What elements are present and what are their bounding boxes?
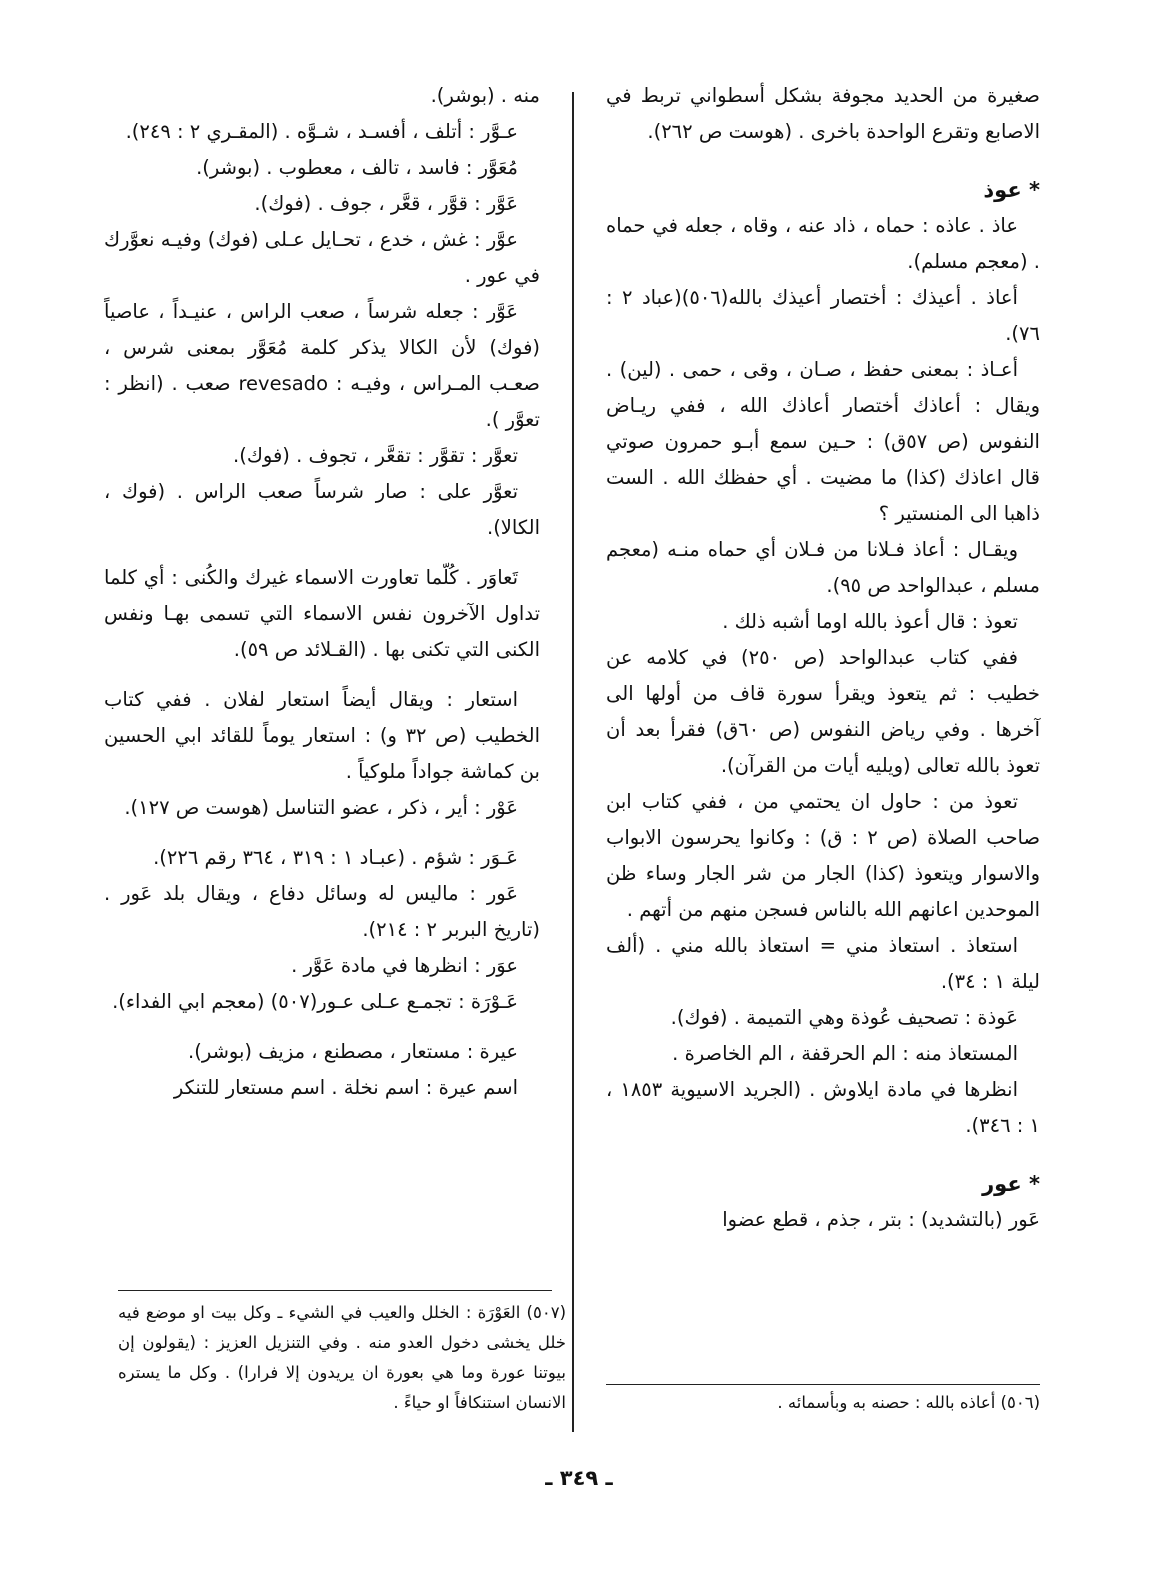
entry-paragraph: ففي كتاب عبدالواحد (ص ٢٥٠) في كلامه عن خطيب : ثم يتعوذ ويقرأ سورة قاف من أولها الى آخرها . وفي رياض النفوس (ص ٦٠ق) فقرأ بعد أن تعوذ بالله تعالى (ويليه أيات من القرآن). (606, 646, 1040, 777)
entry-paragraph: عَـوْرَة : تجمـع عـلى عـور(٥٠٧) (معجم ابي الفداء). (112, 990, 518, 1013)
entry-paragraph: تَعاوَر . كُلّما تعاورت الاسماء غيرك والكُنى : أي كلما تداول الآخرون نفس الاسماء التي تسمى بهـا ونفس الكنى التي تكنى بها . (القـلائد ص ٥٩). (104, 566, 540, 661)
footnote-rule-right (606, 1384, 1040, 1385)
spacer (606, 1144, 1040, 1166)
entry-paragraph: صغيرة من الحديد مجوفة بشكل أسطواني تربط في الاصابع وتقرع الواحدة باخرى . (هوست ص ٢٦٢). (606, 84, 1040, 143)
footnote-507: (٥٠٧) العَوْرَة : الخلل والعيب في الشيء ـ وكل بيت او موضع فيه خلل يخشى دخول العدو منه . وفي التنزيل العزيز : (يقولون إن بيوتنا عورة وما هي بعورة ان يريدون إلا فرارا) . وكل ما يستره الانسان استنكافاً او حياءً . (118, 1303, 566, 1412)
footnote-right (606, 1388, 1040, 1418)
entry-paragraph: مُعَوَّر : فاسد ، تالف ، معطوب . (بوشر). (196, 156, 518, 179)
entry-paragraph: عـوَّر : أتلف ، أفسـد ، شـوَّه . (المقـري ٢ : ٢٤٩). (125, 120, 518, 143)
entry-paragraph: استعاذ . استعاذ مني = استعاذ بالله مني . (ألف ليلة ١ : ٣٤). (606, 934, 1040, 993)
spacer (104, 1020, 540, 1034)
entry-paragraph: عاذ . عاذه : حماه ، ذاد عنه ، وقاه ، جعله في حماه . (معجم مسلم). (606, 214, 1040, 273)
entry-paragraph: تعوذ من : حاول ان يحتمي من ، ففي كتاب ابن صاحب الصلاة (ص ٢ : ق) : وكانوا يحرسون الابواب والاسوار ويتعوذ (كذا) الجار من شر الجار وساء ظن الموحدين اعانهم الله بالناس فسجن منهم من أتهم . (606, 790, 1041, 921)
page-number: ـ ٣٤٩ ـ (545, 1466, 613, 1490)
entry-paragraph: عَوذة : تصحيف عُوذة وهي التميمة . (فوك). (670, 1006, 1018, 1029)
entry-paragraph: أعـاذ : بمعنى حفظ ، صـان ، وقى ، حمى . (لين) . ويقال : أعاذك أختصار أعاذك الله ، ففي ريـاض النفوس (ص ٥٧ق) : حـين سمع أبـو حمرون صوتي قال اعاذك (كذا) ما مضيت . أي حفظك الله . الست ذاهبا الى المنستير ؟ (606, 358, 1040, 525)
entry-paragraph: المستعاذ منه : الم الحرقفة ، الم الخاصرة . (672, 1042, 1018, 1065)
entry-paragraph: تعوَّر : تقوَّر : تقعَّر ، تجوف . (فوك). (233, 444, 518, 467)
column-divider (572, 92, 574, 1432)
entry-paragraph: عوَر : انظرها في مادة عَوَّر . (291, 954, 518, 977)
entry-paragraph: تعوَّر على : صار شرساً صعب الراس . (فوك ، الكالا). (104, 480, 540, 539)
entry-paragraph: عيرة : مستعار ، مصطنع ، مزيف (بوشر). (188, 1040, 518, 1063)
spacer (104, 546, 540, 560)
entry-heading: * عور (982, 1172, 1040, 1196)
entry-paragraph: انظرها في مادة ايلاوش . (الجريد الاسيوية ١٨٥٣ ، ١ : ٣٤٦). (606, 1078, 1040, 1137)
entry-heading: * عوذ (983, 178, 1040, 202)
entry-paragraph: أعاذ . أعيذك : أختصار أعيذك بالله(٥٠٦)(عباد ٢ : ٧٦). (606, 286, 1040, 345)
entry-paragraph: عوَّر : غش ، خدع ، تحـايل عـلى (فوك) وفيـه نعوَّرك في عور . (104, 228, 540, 287)
entry-paragraph: عَوَّر : جعله شرساً ، صعب الراس ، عنيـداً ، عاصياً (فوك) لأن الكالا يذكر كلمة مُعَوَّر بمعنى شرس ، صعـب المـراس ، وفيـه : revesado صعب . (انظر : تعوَّر ). (104, 300, 540, 431)
spacer (104, 826, 540, 840)
entry-paragraph: ويقـال : أعاذ فـلانا من فـلان أي حماه منـه (معجم مسلم ، عبدالواحد ص ٩٥). (606, 538, 1040, 597)
entry-paragraph: عَـوَر : شؤم . (عبـاد ١ : ٣١٩ ، ٣٦٤ رقم ٢٢٦). (153, 846, 518, 869)
entry-paragraph: تعوذ : قال أعوذ بالله اوما أشبه ذلك . (722, 610, 1018, 633)
footnote-506: (٥٠٦) أعاذه بالله : حصنه به وبأسمائه . (777, 1393, 1040, 1412)
entry-paragraph: عَوْر : أير ، ذكر ، عضو التناسل (هوست ص ١٢٧). (124, 796, 518, 819)
entry-paragraph: عَور : ماليس له وسائل دفاع ، ويقال بلد عَور . (تاريخ البربر ٢ : ٢١٤). (104, 882, 540, 941)
right-column (606, 78, 1040, 1238)
entry-paragraph: عَوَّر : قوَّر ، قعَّر ، جوف . (فوك). (254, 192, 518, 215)
entry-paragraph: اسم عيرة : اسم نخلة . اسم مستعار للتنكر (173, 1076, 518, 1099)
entry-paragraph: منه . (بوشر). (430, 84, 540, 107)
spacer (104, 668, 540, 682)
spacer (606, 150, 1040, 172)
footnote-rule-left (118, 1290, 552, 1291)
footnote-left (118, 1298, 566, 1418)
entry-paragraph: عَور (بالتشديد) : بتر ، جذم ، قطع عضوا (722, 1208, 1040, 1231)
entry-paragraph: استعار : ويقال أيضاً استعار لفلان . ففي كتاب الخطيب (ص ٣٢ و) : استعار يوماً للقائد ابي الحسين بن كماشة جواداً ملوكياً . (104, 688, 540, 783)
left-column (104, 78, 540, 1106)
